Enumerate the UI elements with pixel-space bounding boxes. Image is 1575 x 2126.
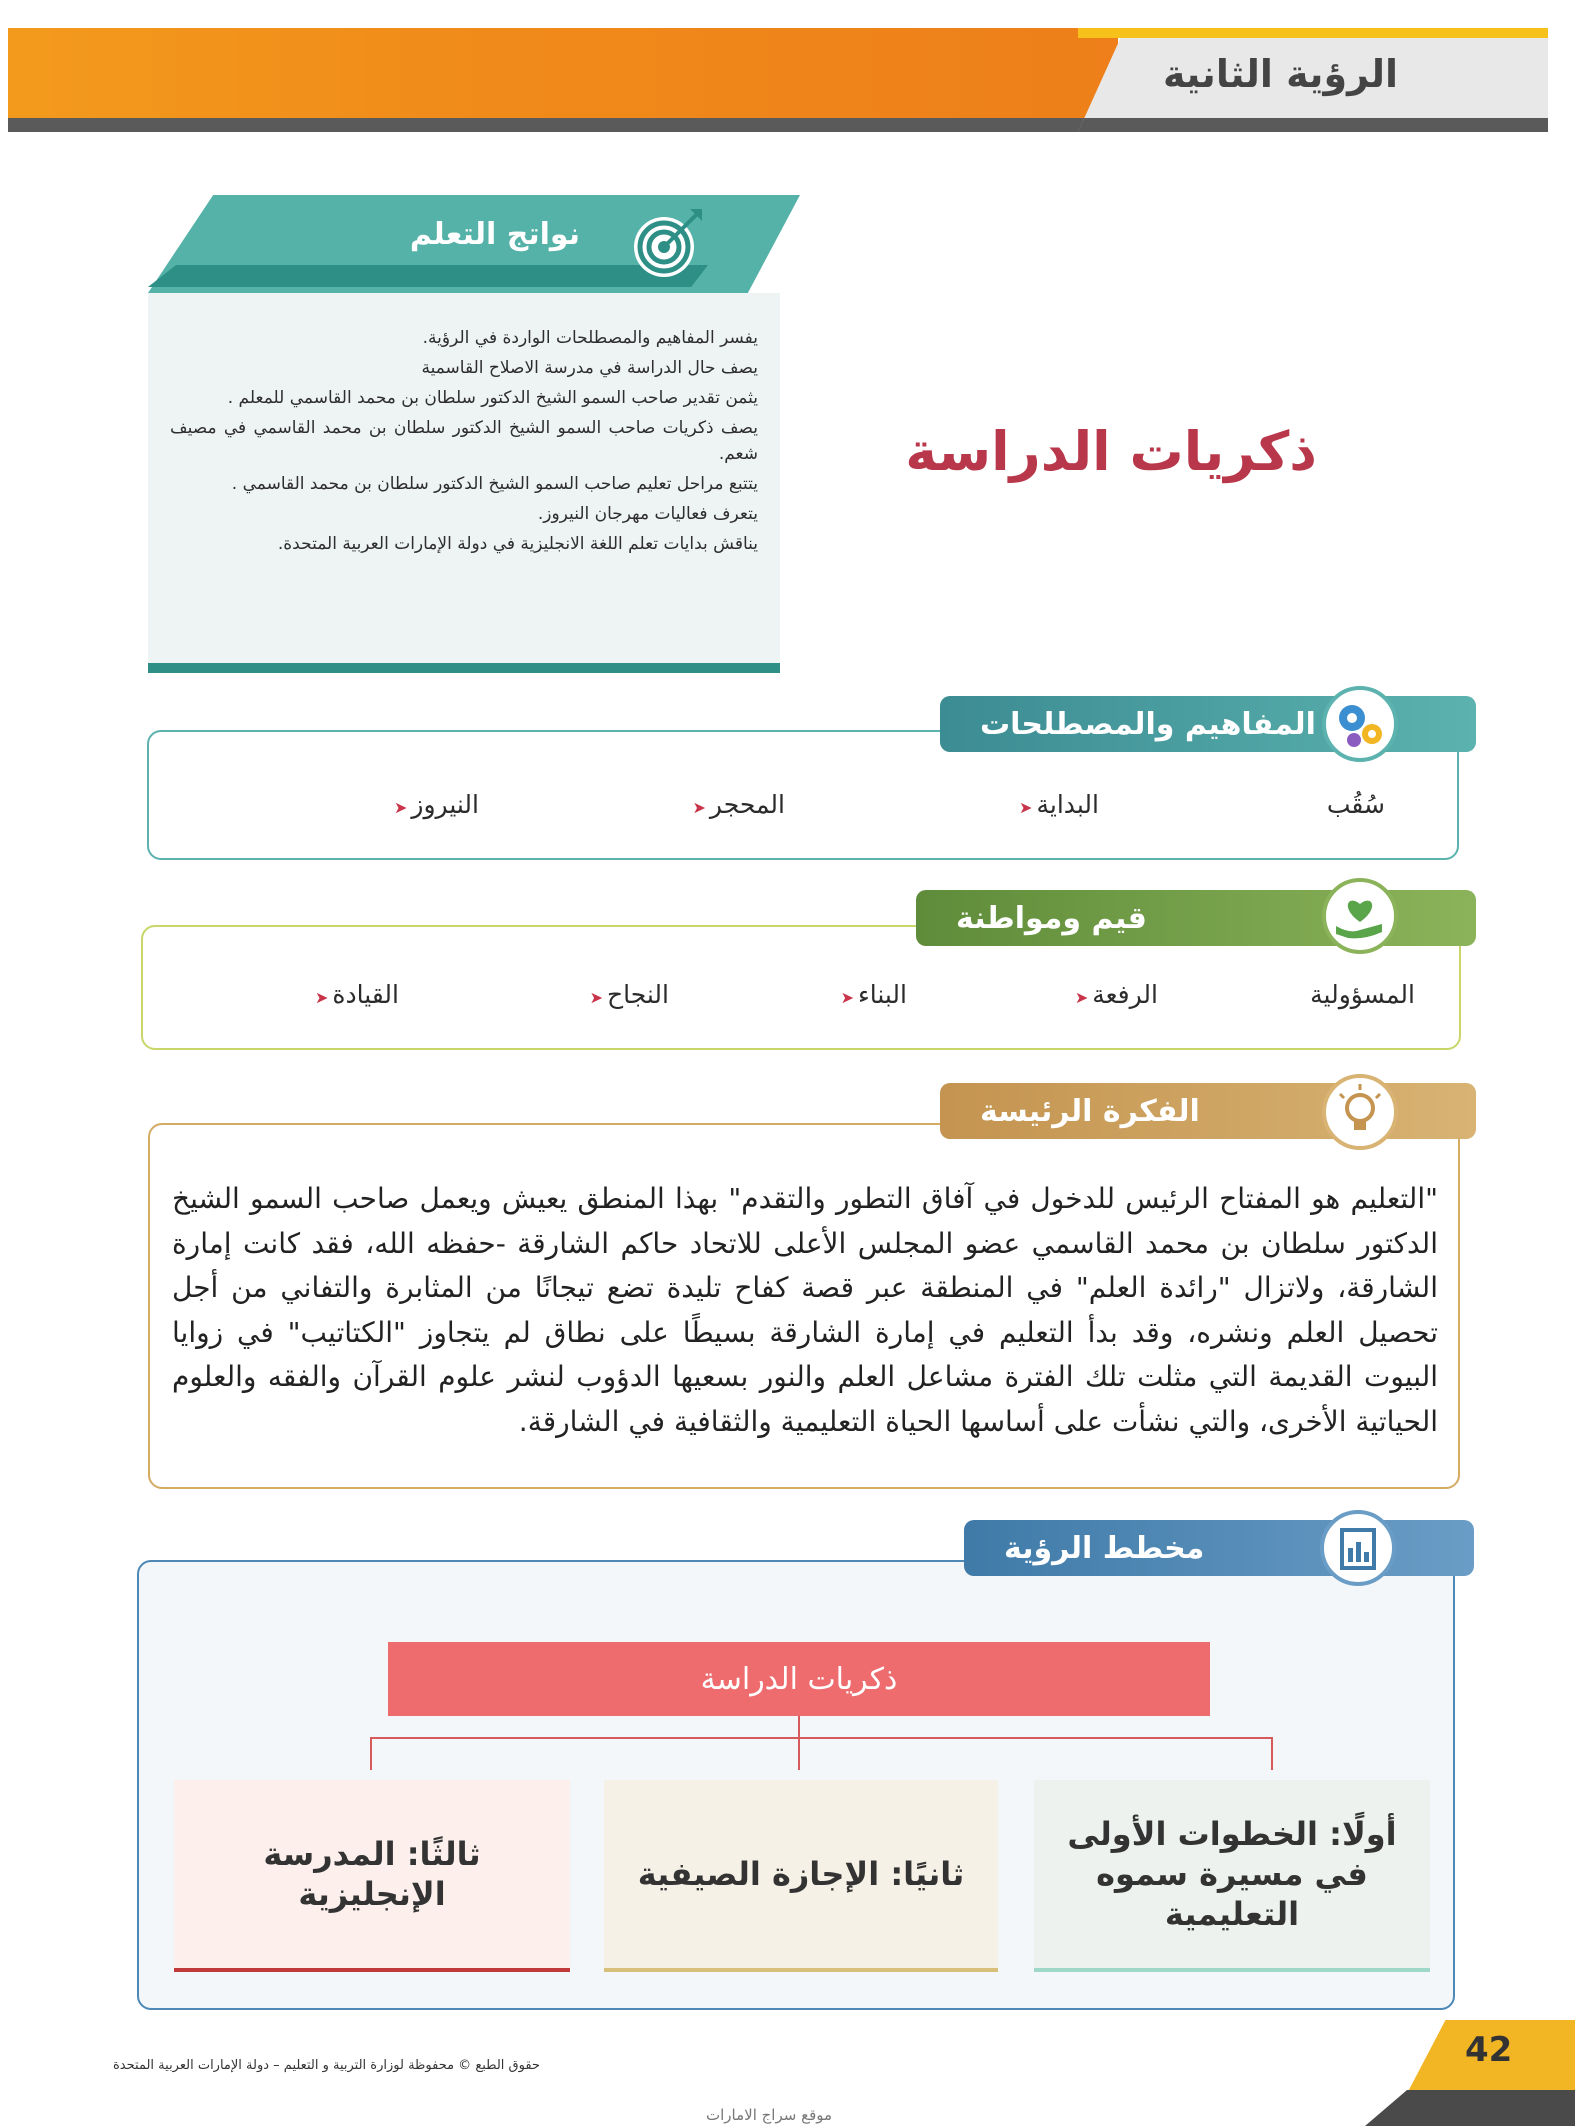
- value-term-1: [1310, 980, 1415, 1009]
- concept-term-2: [1019, 790, 1099, 819]
- diagram-connector: [370, 1737, 372, 1770]
- value-term-2: [1075, 980, 1158, 1009]
- page-header-banner: [8, 28, 1548, 132]
- main-idea-box: [148, 1123, 1460, 1489]
- learning-outcomes-title: نواتج التعلم: [409, 217, 580, 252]
- chart-board-icon: [1318, 1508, 1398, 1588]
- list-item: يتعرف فعاليات مهرجان النيروز.: [537, 504, 758, 524]
- diagram-root-node: ذكريات الدراسة: [388, 1642, 1210, 1716]
- term-text: الرفعة: [1092, 980, 1158, 1009]
- term-text: البداية: [1036, 790, 1099, 819]
- main-idea-title: الفكرة الرئيسة: [980, 1093, 1200, 1129]
- banner-orange-strip: [8, 28, 1118, 132]
- heart-hand-icon: [1320, 876, 1400, 956]
- concept-term-3: [693, 790, 786, 819]
- term-text: القيادة: [332, 980, 399, 1009]
- arrow-icon: ➤: [394, 798, 408, 817]
- list-item: يصف ذكريات صاحب السمو الشيخ الدكتور سلطان بن محمد القاسمي في مصيف شعم.: [170, 418, 758, 464]
- value-term-5: [315, 980, 399, 1009]
- footer-site-name: موقع سراج الامارات: [706, 2106, 833, 2124]
- lesson-title: ذكريات الدراسة: [905, 420, 1317, 483]
- page-number-badge-shadow: [1365, 2090, 1575, 2126]
- learning-outcomes-box: [148, 195, 800, 675]
- banner-accent-line: [1078, 28, 1548, 38]
- diagram-card-label: أولًا: الخطوات الأولى في مسيرة سموه التعليمية: [1067, 1815, 1397, 1933]
- arrow-icon: ➤: [1074, 988, 1089, 1007]
- diagram-connector: [798, 1737, 800, 1770]
- target-icon: [628, 203, 708, 283]
- main-idea-text: "التعليم هو المفتاح الرئيس للدخول في آفاق التطور والتقدم" بهذا المنطق يعيش ويعمل صاحب السمو الشيخ الدكتور سلطان بن محمد القاسمي عضو المجلس الأعلى للاتحاد حاكم الشارقة -حفظه الله، فقد كانت إمارة الشارقة، ولاتزال "رائدة العلم" في المنطقة عبر قصة كفاح تليدة تضع تيجانًا من المثابرة والتفاني من أجل تحصيل العلم ونشره، وقد بدأ التعليم في إمارة الشارقة بسيطًا على نطاق لم يتجاوز "الكتاتيب" في زوايا البيوت القديمة التي مثلت تلك الفترة مشاعل العلم والنور بسعيها الدؤوب لنشر علوم القرآن والفقه والعلوم الحياتية الأخرى، والتي نشأت على أساسها الحياة التعليمية والثقافية في الشارقة.: [172, 1182, 1438, 1438]
- concepts-title: المفاهيم والمصطلحات: [980, 706, 1316, 742]
- lightbulb-icon: [1320, 1072, 1400, 1152]
- diagram-card-second: [604, 1780, 998, 1972]
- list-item: يصف حال الدراسة في مدرسة الاصلاح القاسمية: [421, 358, 758, 378]
- term-text: النيروز: [411, 790, 479, 819]
- list-item: يتتبع مراحل تعليم صاحب السمو الشيخ الدكتور سلطان بن محمد القاسمي .: [231, 474, 758, 494]
- learning-outcomes-header-shadow: [148, 265, 708, 287]
- concept-term-4: [394, 790, 479, 819]
- term-text: سُقُب: [1326, 790, 1385, 819]
- arrow-icon: ➤: [692, 798, 706, 817]
- diagram-card-first: [1034, 1780, 1430, 1972]
- learning-outcomes-list: [170, 325, 758, 557]
- values-title: قيم ومواطنة: [956, 900, 1147, 936]
- diagram-connector: [370, 1737, 1273, 1739]
- learning-outcomes-body: [148, 293, 780, 663]
- term-text: البناء: [857, 980, 907, 1009]
- value-term-3: [841, 980, 907, 1009]
- unit-title: الرؤية الثانية: [1163, 52, 1398, 96]
- gears-icon: [1320, 684, 1400, 764]
- term-text: المحجر: [709, 790, 785, 819]
- concept-term-1: [1327, 790, 1385, 819]
- list-item: يثمن تقدير صاحب السمو الشيخ الدكتور سلطان بن محمد القاسمي للمعلم .: [227, 388, 758, 408]
- diagram-card-label: ثالثًا: المدرسة الإنجليزية: [263, 1835, 481, 1913]
- arrow-icon: ➤: [314, 988, 329, 1007]
- diagram-card-third: [174, 1780, 570, 1972]
- list-item: يناقش بدايات تعلم اللغة الانجليزية في دولة الإمارات العربية المتحدة.: [277, 534, 758, 554]
- diagram-connector: [798, 1716, 800, 1738]
- page-number: 42: [1465, 2030, 1513, 2070]
- term-text: النجاح: [607, 980, 669, 1009]
- footer-copyright: حقوق الطبع © محفوظة لوزارة التربية و التعليم – دولة الإمارات العربية المتحدة: [113, 2058, 540, 2073]
- list-item: يفسر المفاهيم والمصطلحات الواردة في الرؤية.: [422, 328, 758, 348]
- diagram-connector: [1271, 1737, 1273, 1770]
- learning-outcomes-footer-bar: [148, 663, 780, 673]
- term-text: المسؤولية: [1310, 980, 1415, 1009]
- vision-plan-title: مخطط الرؤية: [1004, 1530, 1205, 1566]
- value-term-4: [590, 980, 669, 1009]
- diagram-card-label: ثانيًا: الإجازة الصيفية: [637, 1855, 965, 1893]
- arrow-icon: ➤: [589, 988, 603, 1007]
- arrow-icon: ➤: [840, 988, 854, 1007]
- arrow-icon: ➤: [1019, 798, 1033, 817]
